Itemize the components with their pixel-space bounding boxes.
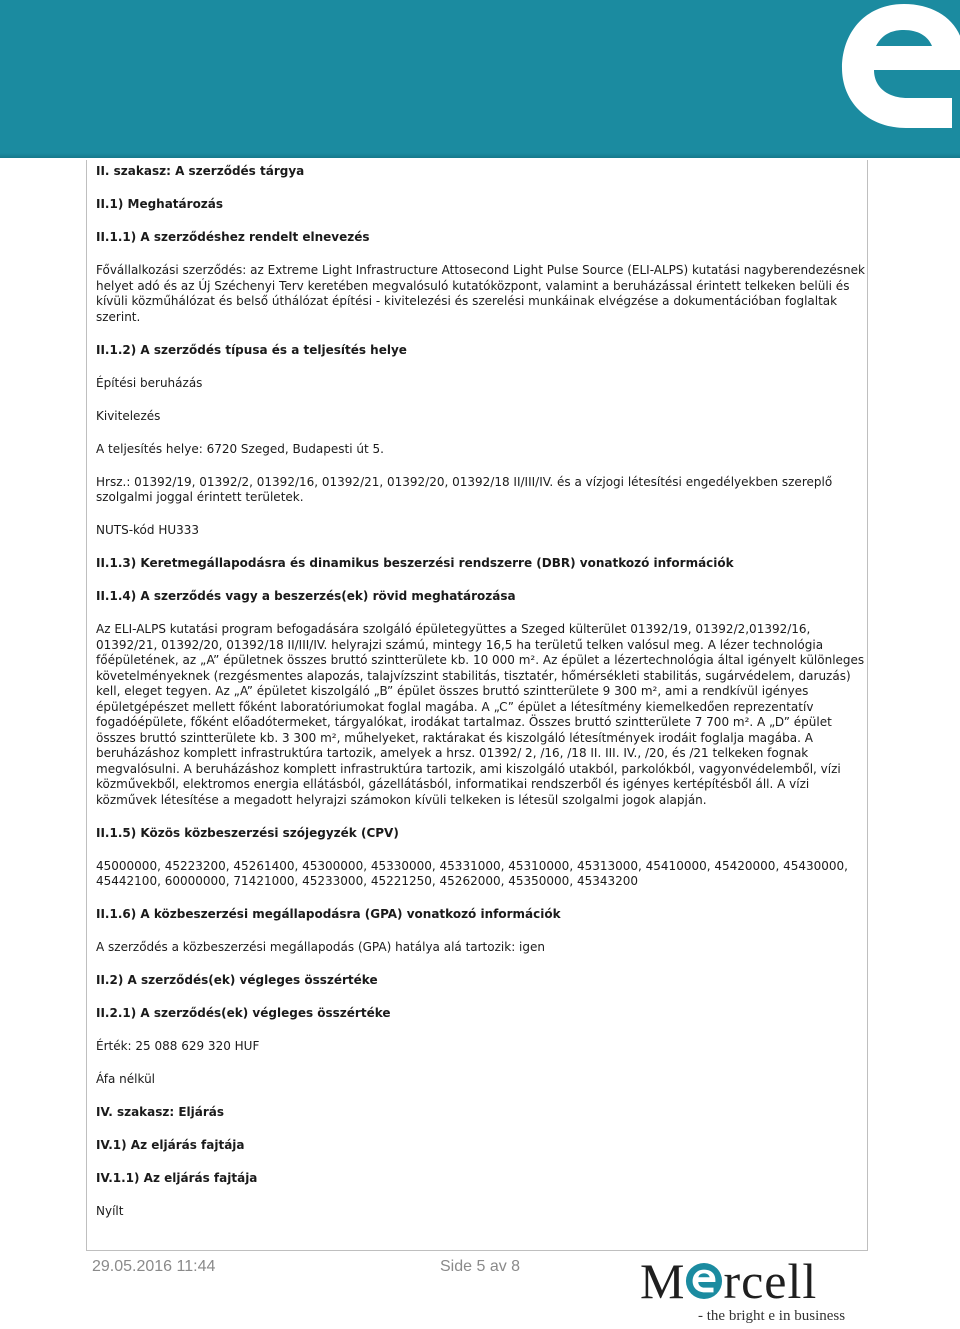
gpa-text: A szerződés a közbeszerzési megállapodás (GPA) hatálya alá tartozik: igen	[96, 940, 545, 954]
brand-tagline: - the bright e in business	[698, 1308, 846, 1324]
performance-place-text: A teljesítés helye: 6720 Szeged, Budapesti út 5.	[96, 441, 384, 456]
section-heading: II.1) Meghatározás	[96, 197, 224, 211]
marcell-e-logo-icon	[834, 0, 960, 136]
section-heading: II.2) A szerződés(ek) végleges összértéke	[96, 973, 378, 987]
procedure-type-text: Nyílt	[96, 1204, 124, 1218]
contract-type-text: Építési beruházás	[96, 375, 203, 390]
section-heading: IV.1.1) Az eljárás fajtája	[96, 1171, 258, 1185]
section-heading: IV.1) Az eljárás fajtája	[96, 1138, 245, 1152]
footer-date: 29.05.2016 11:44	[92, 1258, 216, 1275]
section-heading: II.1.5) Közös közbeszerzési szójegyzék (CPV)	[96, 825, 399, 840]
section-heading: II.1.2) A szerződés típusa és a teljesítés helye	[96, 342, 407, 357]
section-heading: II.1.3) Keretmegállapodásra és dinamikus beszerzési rendszerre (DBR) vonatkozó információk	[96, 556, 734, 570]
cpv-codes-text: 45000000, 45223200, 45261400, 45300000, 45330000, 45331000, 45310000, 45313000, 45410000, 45420000, 45430000, 45442100, 60000000, 71421000, 45233000, 45221250, 45262000, 45350000, 45343200	[96, 858, 848, 888]
section-heading: II.1.1) A szerződéshez rendelt elnevezés	[96, 230, 370, 244]
brand-wordmark	[640, 1253, 818, 1309]
plot-numbers-text: Hrsz.: 01392/19, 01392/2, 01392/16, 01392/21, 01392/20, 01392/18 II/III/IV. és a vízjogi létesítési engedélyekben szereplő szolgalmi joggal érintett területek.	[96, 474, 833, 504]
short-description-text: Az ELI-ALPS kutatási program befogadására szolgáló épületegyüttes a Szeged külterület 01392/19, 01392/2,01392/16, 01392/21, 01392/20, 01392/18 II/III/IV. helyrajzi számú, mintegy 16,5 ha területű telken valósul meg. A lézer technológia főépületének, az „A” épületnek összes bruttó szintterülete kb. 10 000 m². Az épület a lézertechnológia által igényelt különleges követelményeknek (rezgésmentes alapozás, talajvízszint stabilitás, tisztatér, hőmérsékleti stabilitás, sugárvédelem, daruzás) kell, eleget tegyen. Az „A” épületet kiszolgáló „B” épület összes bruttó szintterülete 9 300 m², ami a rendkívül igényes épületgépészet mellett főként laboratóriumokat foglal magába. A „C” épület a létesítmény kiemelkedően reprezentatív fogadóépülete, főként előadótermeket, tárgyalókat, irodákat tartalmaz. Összes bruttó szintterülete 7 700 m². A „D” épület összes bruttó szintterülete kb. 3 300 m², műhelyeket, raktárakat és kiszolgáló létesítmények irodáit foglalja magába. A beruházáshoz komplett infrastruktúra tartozik, amelyek a hrsz. 01392/ 2, /16, /18 II. III. IV., /20, és /21 telkeken fognak megvalósulni. A beruházáshoz komplett infrastruktúra tartozik, ami kiszolgáló utakból, parkolókból, vagyonvédelemből, vízi közművekből, elektromos energia ellátásból, gázellátásból, informatikai rendszerből és igényes kertépítésből áll. A vízi közművek létesítése a megadott helyrajzi számokon kívüli telkeken is létesül szolgalmi jogok alapján.	[96, 622, 865, 807]
brand-word-left: M	[640, 1253, 686, 1309]
section-heading: II.2.1) A szerződés(ek) végleges összértéke	[96, 1006, 391, 1020]
footer-page-number: Side 5 av 8	[440, 1258, 521, 1275]
header-band	[0, 0, 960, 158]
value-text: Érték: 25 088 629 320 HUF	[96, 1039, 260, 1053]
nuts-code-text: NUTS-kód HU333	[96, 523, 200, 537]
footer-divider	[86, 1250, 868, 1251]
section-heading: II.1.6) A közbeszerzési megállapodásra (GPA) vonatkozó információk	[96, 907, 561, 921]
contract-subtype-text: Kivitelezés	[96, 408, 161, 423]
marcell-brand-logo	[640, 1253, 880, 1326]
brand-word-right: rcell	[723, 1253, 818, 1309]
contract-name-text: Fővállalkozási szerződés: az Extreme Light Infrastructure Attosecond Light Pulse Source (ELI-ALPS) kutatási nagyberendezésnek helyet adó és az Új Széchenyi Terv keretében megvalósuló kutatóközpont, valamint a beruházással érintett telkeken belüli és kívüli közműhálózat és belső úthálózat építési - kivitelezési és szerelési munkáinak elvégzése a dokumentációban foglaltak szerint.	[96, 263, 865, 324]
section-title: IV. szakasz: Eljárás	[96, 1105, 225, 1119]
document-content	[96, 164, 866, 1237]
section-heading: II.1.4) A szerződés vagy a beszerzés(ek) rövid meghatározása	[96, 589, 516, 603]
brand-e-icon	[685, 1262, 723, 1300]
vat-text: Áfa nélkül	[96, 1072, 156, 1086]
section-title: II. szakasz: A szerződés tárgya	[96, 164, 305, 178]
